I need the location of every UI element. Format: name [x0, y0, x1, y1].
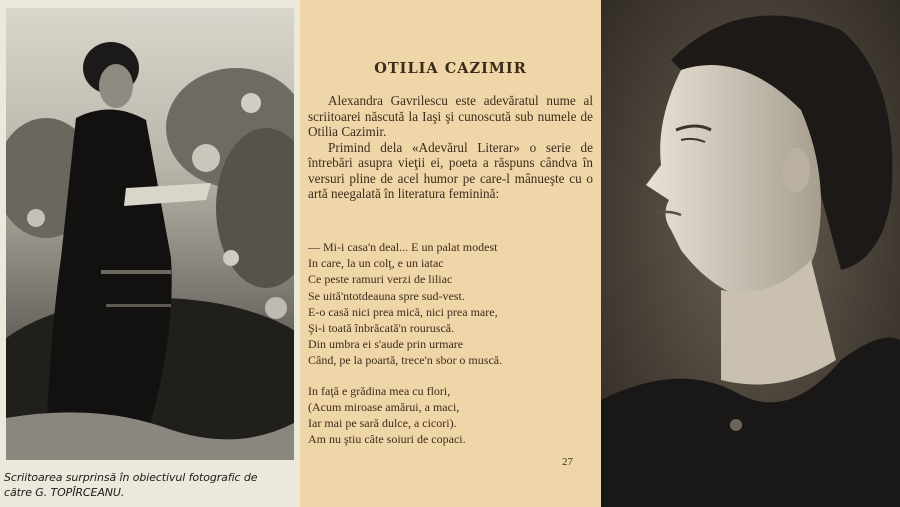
photo-caption [4, 470, 296, 500]
writer-garden-photo [6, 8, 294, 460]
intro-paragraph: Primind dela «Adevărul Literar» o serie de întrebări asupra vieţii ei, poeta a răspuns cândva în versuri pline de acel humor pe care-l mânueşte cu o artă neegalată în literatura feminină: [308, 139, 593, 201]
poem-line: — Mi-i casa'n deal... E un palat modest [308, 240, 498, 254]
stanza-break [308, 369, 593, 383]
writer-portrait-photo [601, 0, 900, 507]
photo-caption-line-1: Scriitoarea surprinsă în obiectivul fotografic de [4, 471, 258, 484]
page-number: 27 [562, 456, 573, 468]
poem-line: In care, la un colţ, e un iatac [308, 256, 444, 271]
page-title: OTILIA CAZIMIR [374, 60, 527, 77]
poem-line: (Acum miroase amărui, a maci, [308, 399, 460, 414]
book-page [300, 0, 601, 507]
poem-line: Din umbra ei s'aude prin urmare [308, 337, 464, 352]
poem-line: Şi-i toată înbrăcată'n rouruscă. [308, 321, 455, 336]
poem-line: Când, pe la poartă, trece'n sbor o muscă. [308, 353, 503, 368]
poem [308, 239, 593, 447]
poem-line: In faţă e grădina mea cu flori, [308, 383, 451, 398]
poem-line: Ce peste ramuri verzi de liliac [308, 272, 453, 287]
intro-paragraph: Alexandra Gavrilescu este adevăratul nume al scriitoarei născută la Iaşi şi cunoscută sub numele de Otilia Cazimir. [308, 93, 593, 139]
left-photo-panel [0, 0, 300, 507]
intro-text [308, 93, 593, 202]
photo-caption-line-2: către G. TOPÎRCEANU. [4, 486, 125, 499]
poem-line: Se uită'ntotdeauna spre sud-vest. [308, 288, 465, 303]
poem-line: E-o casă nici prea mică, nici prea mare, [308, 304, 498, 319]
poem-line: Iar mai pe sară dulce, a cicori). [308, 416, 457, 431]
poem-line: Am nu ştiu câte soiuri de copaci. [308, 432, 466, 447]
